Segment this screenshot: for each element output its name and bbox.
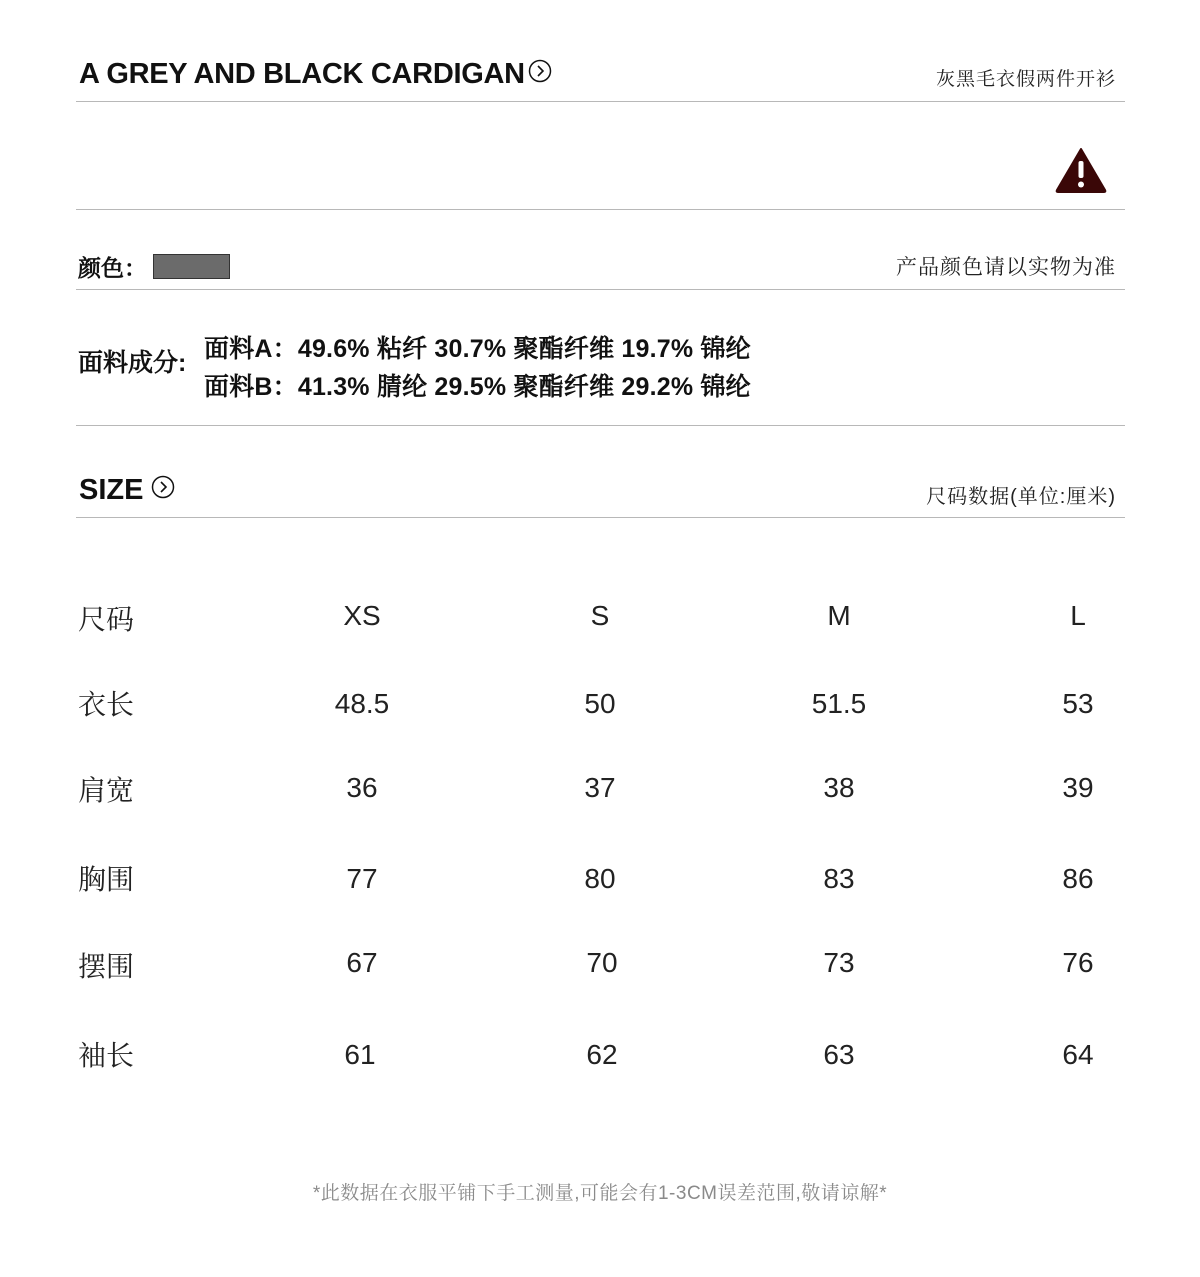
size-header-m: M (827, 600, 851, 631)
table-cell: 51.5 (811, 688, 867, 719)
table-cell: 48.5 (334, 688, 390, 719)
product-subtitle: 灰黑毛衣假两件开衫 (935, 69, 1116, 90)
table-cell: 53 (1062, 688, 1094, 719)
size-header-s: S (590, 600, 610, 631)
table-cell: 63 (823, 1039, 855, 1070)
fabric-label: 面料成分: (78, 349, 187, 377)
table-cell: 73 (823, 947, 855, 978)
table-cell: 86 (1062, 863, 1094, 894)
table-cell: 70 (586, 947, 618, 978)
size-section-title (79, 474, 175, 507)
color-label-text: 颜色： (78, 255, 147, 281)
fabric-line-a: 面料A：49.6% 粘纤 30.7% 聚酯纤维 19.7% 锦纶 (204, 335, 751, 363)
size-unit-note: 尺码数据(单位:厘米) (926, 486, 1116, 508)
table-cell: 64 (1062, 1039, 1094, 1070)
row-label-chest: 胸围 (78, 864, 135, 895)
color-swatch[interactable] (153, 254, 230, 279)
row-label-shoulder: 肩宽 (78, 775, 135, 806)
divider (76, 289, 1125, 290)
table-cell: 80 (584, 863, 616, 894)
table-cell: 83 (823, 863, 855, 894)
color-note: 产品颜色请以实物为准 (896, 256, 1116, 279)
warning-triangle-icon (1054, 146, 1108, 199)
divider (76, 101, 1125, 102)
measurement-footnote: *此数据在衣服平铺下手工测量,可能会有1-3CM误差范围,敬请谅解* (312, 1183, 888, 1204)
table-cell: 38 (823, 772, 855, 803)
size-title-text: SIZE (79, 474, 144, 506)
table-cell: 39 (1062, 772, 1094, 803)
chevron-right-circle-icon[interactable] (151, 474, 175, 507)
size-header-label: 尺码 (78, 604, 135, 635)
chevron-right-circle-icon[interactable] (528, 58, 552, 91)
table-cell: 36 (346, 772, 378, 803)
divider (76, 209, 1125, 210)
product-title-text: A GREY AND BLACK CARDIGAN (79, 58, 525, 90)
size-header-l: L (1070, 600, 1086, 631)
size-header-xs: XS (343, 600, 381, 631)
table-cell: 61 (344, 1039, 376, 1070)
divider (76, 425, 1125, 426)
row-label-sleeve: 袖长 (78, 1040, 135, 1071)
divider (76, 517, 1125, 518)
row-label-hem: 摆围 (78, 951, 135, 982)
table-cell: 77 (346, 863, 378, 894)
table-cell: 76 (1062, 947, 1094, 978)
color-label (78, 250, 230, 283)
table-cell: 62 (586, 1039, 618, 1070)
product-title (79, 58, 552, 91)
fabric-line-b: 面料B：41.3% 腈纶 29.5% 聚酯纤维 29.2% 锦纶 (204, 373, 751, 401)
row-label-length: 衣长 (78, 689, 135, 720)
table-cell: 37 (584, 772, 616, 803)
table-cell: 67 (346, 947, 378, 978)
table-cell: 50 (584, 688, 616, 719)
